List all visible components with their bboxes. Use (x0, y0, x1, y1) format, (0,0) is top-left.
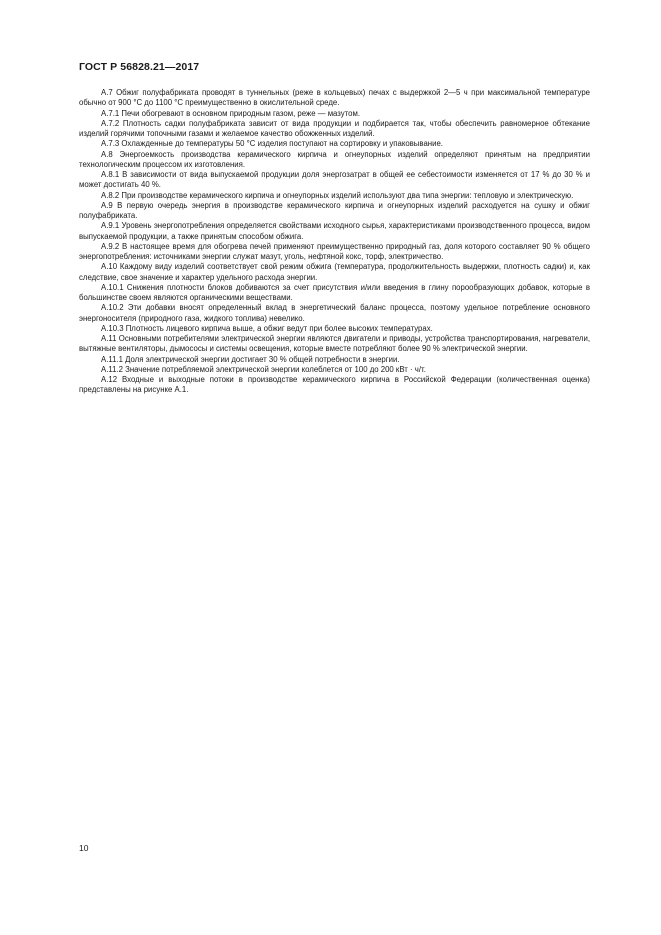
paragraph-a11-2: А.11.2 Значение потребляемой электрической энергии колеблется от 100 до 200 кВт · ч/т. (101, 364, 426, 374)
paragraph-a10-1: А.10.1 Снижения плотности блоков добиваются за счет присутствия и/или введения в глину порообразующих добавок, которые в большинстве своем являются органическими веществами. (79, 282, 590, 302)
paragraph-a12: А.12 Входные и выходные потоки в производстве керамического кирпича в Российской Федерации (количественная оценка) представлены на рисунке А.1. (79, 375, 590, 395)
paragraph-a10: А.10 Каждому виду изделий соответствует свой режим обжига (температура, продолжительность выдержки, плотность садки) и, как следствие, свое значение и характер удельного расхода энергии. (79, 262, 590, 282)
paragraph-a11-1: А.11.1 Доля электрической энергии достигает 30 % общей потребности в энергии. (101, 354, 400, 364)
document-header: ГОСТ Р 56828.21—2017 (79, 61, 200, 73)
paragraph-a8-1: А.8.1 В зависимости от вида выпускаемой продукции доля энергозатрат в общей ее себестоимости изменяется от 17 % до 30 % и может достигать 40 %. (79, 170, 590, 190)
paragraph-a9-2: А.9.2 В настоящее время для обогрева печей применяют преимущественно природный газ, доля которого составляет 90 % общего энергопотребления: источниками энергии служат мазут, уголь, нефтяной кокс, торф, электричество. (79, 241, 590, 261)
paragraph-a7-3: А.7.3 Охлажденные до температуры 50 °С изделия поступают на сортировку и упаковывание. (101, 139, 443, 149)
paragraph-a7-2: А.7.2 Плотность садки полуфабриката зависит от вида продукции и подбирается так, чтобы обеспечить равномерное обтекание изделий горячими топочными газами и желаемое качество обожженных изделий. (79, 118, 590, 138)
paragraph-a7: А.7 Обжиг полуфабриката проводят в туннельных (реже в кольцевых) печах с выдержкой 2—5 ч при максимальной температуре обычно от 900 °С до 1100 °С преимущественно в окислительной среде. (79, 88, 590, 108)
paragraph-a9-1: А.9.1 Уровень энергопотребления определяется свойствами исходного сырья, характеристиками производственного процесса, видом выпускаемой продукции, а также принятым способом обжига. (79, 221, 590, 241)
paragraph-a10-2: А.10.2 Эти добавки вносят определенный вклад в энергетический баланс процесса, поэтому удельное потребление основного энергоносителя (природного газа, жидкого топлива) невелико. (79, 303, 590, 323)
paragraph-a10-3: А.10.3 Плотность лицевого кирпича выше, а обжиг ведут при более высоких температурах. (101, 323, 433, 333)
page-number: 10 (79, 843, 89, 853)
paragraph-a8-2: А.8.2 При производстве керамического кирпича и огнеупорных изделий используют два типа энергии: тепловую и электрическую. (101, 190, 574, 200)
paragraph-a9: А.9 В первую очередь энергия в производстве керамического кирпича и огнеупорных изделий расходуется на сушку и обжиг полуфабриката. (79, 200, 590, 220)
paragraph-a11: А.11 Основными потребителями электрической энергии являются двигатели и приводы, устройства транспортирования, нагреватели, вытяжные вентиляторы, дымососы и системы освещения, которые вместе потребляют более 90 % электрической энергии. (79, 334, 590, 354)
paragraph-a8: А.8 Энергоемкость производства керамического кирпича и огнеупорных изделий определяют принятым на предприятии технологическим процессом их изготовления. (79, 149, 590, 169)
paragraph-a7-1: А.7.1 Печи обогревают в основном природным газом, реже — мазутом. (101, 108, 361, 118)
document-body (79, 88, 590, 396)
